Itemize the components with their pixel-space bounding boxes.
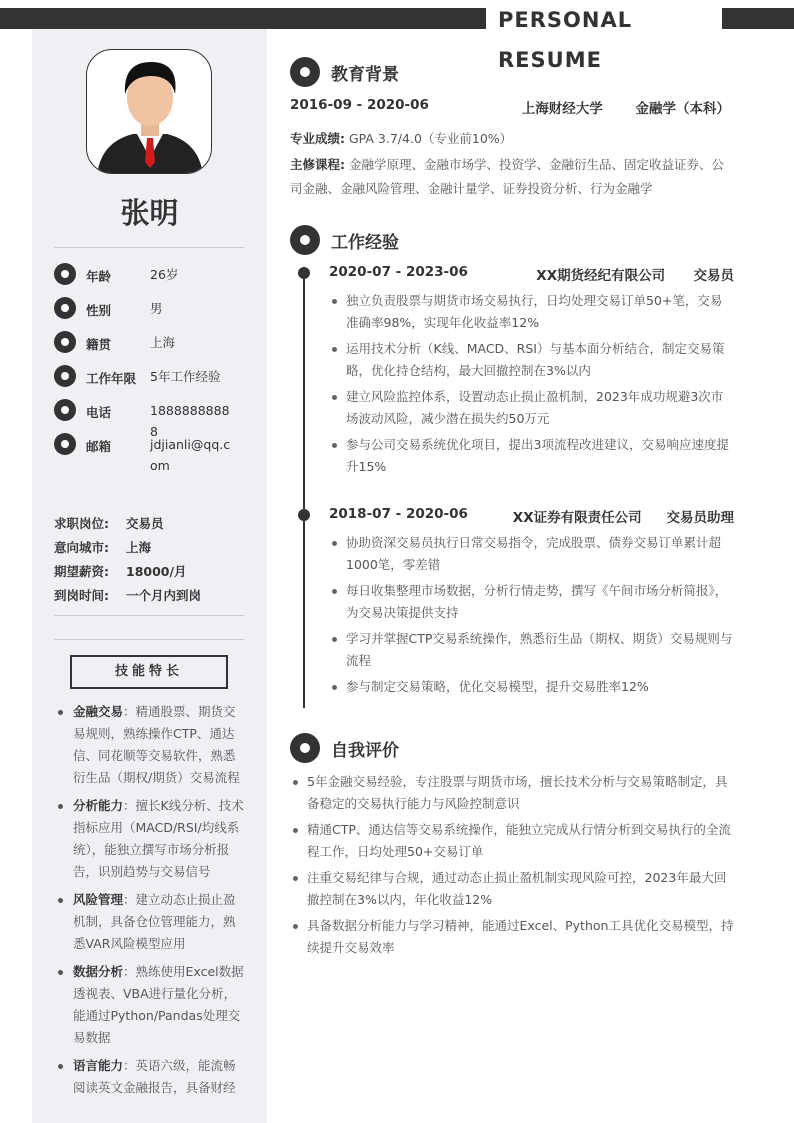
bullet-icon (54, 297, 76, 319)
section-education: 教育背景 (290, 57, 399, 87)
info-email: 邮箱 jdjianli@qq.com (54, 437, 234, 471)
skill-item: 分析能力：擅长K线分析、技术指标应用（MACD/RSI/均线系统），能独立撰写市场分析报告，识别趋势与交易信号 (56, 795, 246, 883)
section-icon (290, 225, 320, 255)
intent-start: 到岗时间: 一个月内到岗 (54, 588, 202, 603)
job-2: 2018-07 - 2020-06 XX证券有限责任公司 交易员助理 协助资深交易员执行日常交易指令，完成股票、债券交易订单累计超1000笔，零差错 每日收集整理市场数据，分析行情走势，撰写《午间市场分析简报》，为交易决策提供支持 学习并掌握CTP交易系统操作，熟悉衍生品（期权、期货）交易规则与流程 参与制定交易策略，优化交易模型，提升交易胜率12% (329, 506, 734, 702)
bullet-icon (54, 263, 76, 285)
info-gender: 性别 男 (54, 301, 234, 335)
info-phone: 电话 18888888888 (54, 403, 234, 437)
bullet-icon (54, 331, 76, 353)
bullet-icon (54, 433, 76, 455)
info-experience: 工作年限 5年工作经验 (54, 369, 234, 403)
section-icon (290, 733, 320, 763)
candidate-name: 张明 (120, 196, 179, 230)
timeline-dot (298, 509, 310, 521)
timeline-dot (298, 267, 310, 279)
skills-title: 技能特长 (70, 655, 228, 689)
divider (54, 639, 244, 640)
bullet-icon (54, 365, 76, 387)
education-gpa: 专业成绩: GPA 3.7/4.0（专业前10%） (290, 131, 513, 146)
section-work: 工作经验 (290, 225, 399, 255)
sidebar (32, 29, 267, 1123)
job-1: 2020-07 - 2023-06 XX期货经纪有限公司 交易员 独立负责股票与期货市场交易执行，日均处理交易订单50+笔，交易准确率98%，实现年化收益率12% 运用技术分析（K线、MACD、RSI）与基本面分析结合，制定交易策略，优化持仓结构，最大回撤控制在3%以内 建立风险监控体系，设置动态止损止盈机制，2023年成功规避3次市场波动风险，减少潜在损失约50万元 参与公司交易系统优化项目，提出3项流程改进建议，交易响应速度提升15% (329, 264, 734, 482)
self-evaluation-list: 5年金融交易经验，专注股票与期货市场，擅长技术分析与交易策略制定，具备稳定的交易执行能力与风险控制意识 精通CTP、通达信等交易系统操作，能独立完成从行情分析到交易执行的全流程工作，日均处理50+交易订单 注重交易纪律与合规，通过动态止损止盈机制实现风险可控，2023年最大回撤控制在3%以内，年化收益12% 具备数据分析能力与学习精神，能通过Excel、Python工具优化交易模型，持续提升交易效率 (290, 771, 734, 963)
skill-item: 数据分析：熟练使用Excel数据透视表、VBA进行量化分析，能通过Python/Pandas处理交易数据 (56, 961, 246, 1049)
skills-list (56, 701, 246, 1105)
intent-position: 求职岗位: 交易员 (54, 516, 164, 531)
skill-item: 风险管理：建立动态止损止盈机制，具备仓位管理能力，熟悉VAR风险模型应用 (56, 889, 246, 955)
bullet-icon (54, 399, 76, 421)
divider (54, 615, 244, 616)
info-hometown: 籍贯 上海 (54, 335, 234, 369)
timeline-line (303, 272, 305, 708)
divider (54, 247, 244, 248)
header-title: PERSONAL RESUME (486, 0, 722, 32)
education-courses: 主修课程: 金融学原理、金融市场学、投资学、金融衍生品、固定收益证券、公司金融、金融风险管理、金融计量学、证券投资分析、行为金融学 (290, 157, 724, 196)
skill-item: 语言能力：英语六级，能流畅阅读英文金融报告，具备财经 (56, 1055, 246, 1099)
section-icon (290, 57, 320, 87)
info-age: 年龄 26岁 (54, 267, 234, 301)
skill-item: 金融交易：精通股票、期货交易规则，熟练操作CTP、通达信、同花顺等交易软件，熟悉衍生品（期权/期货）交易流程 (56, 701, 246, 789)
education-row: 2016-09 - 2020-06 上海财经大学 金融学（本科） (290, 97, 730, 117)
avatar (86, 49, 212, 174)
intent-city: 意向城市: 上海 (54, 540, 152, 555)
section-self-evaluation: 自我评价 (290, 733, 399, 763)
personal-info (54, 267, 234, 471)
intent-salary: 期望薪资: 18000/月 (54, 564, 187, 579)
job-intent (54, 514, 201, 610)
